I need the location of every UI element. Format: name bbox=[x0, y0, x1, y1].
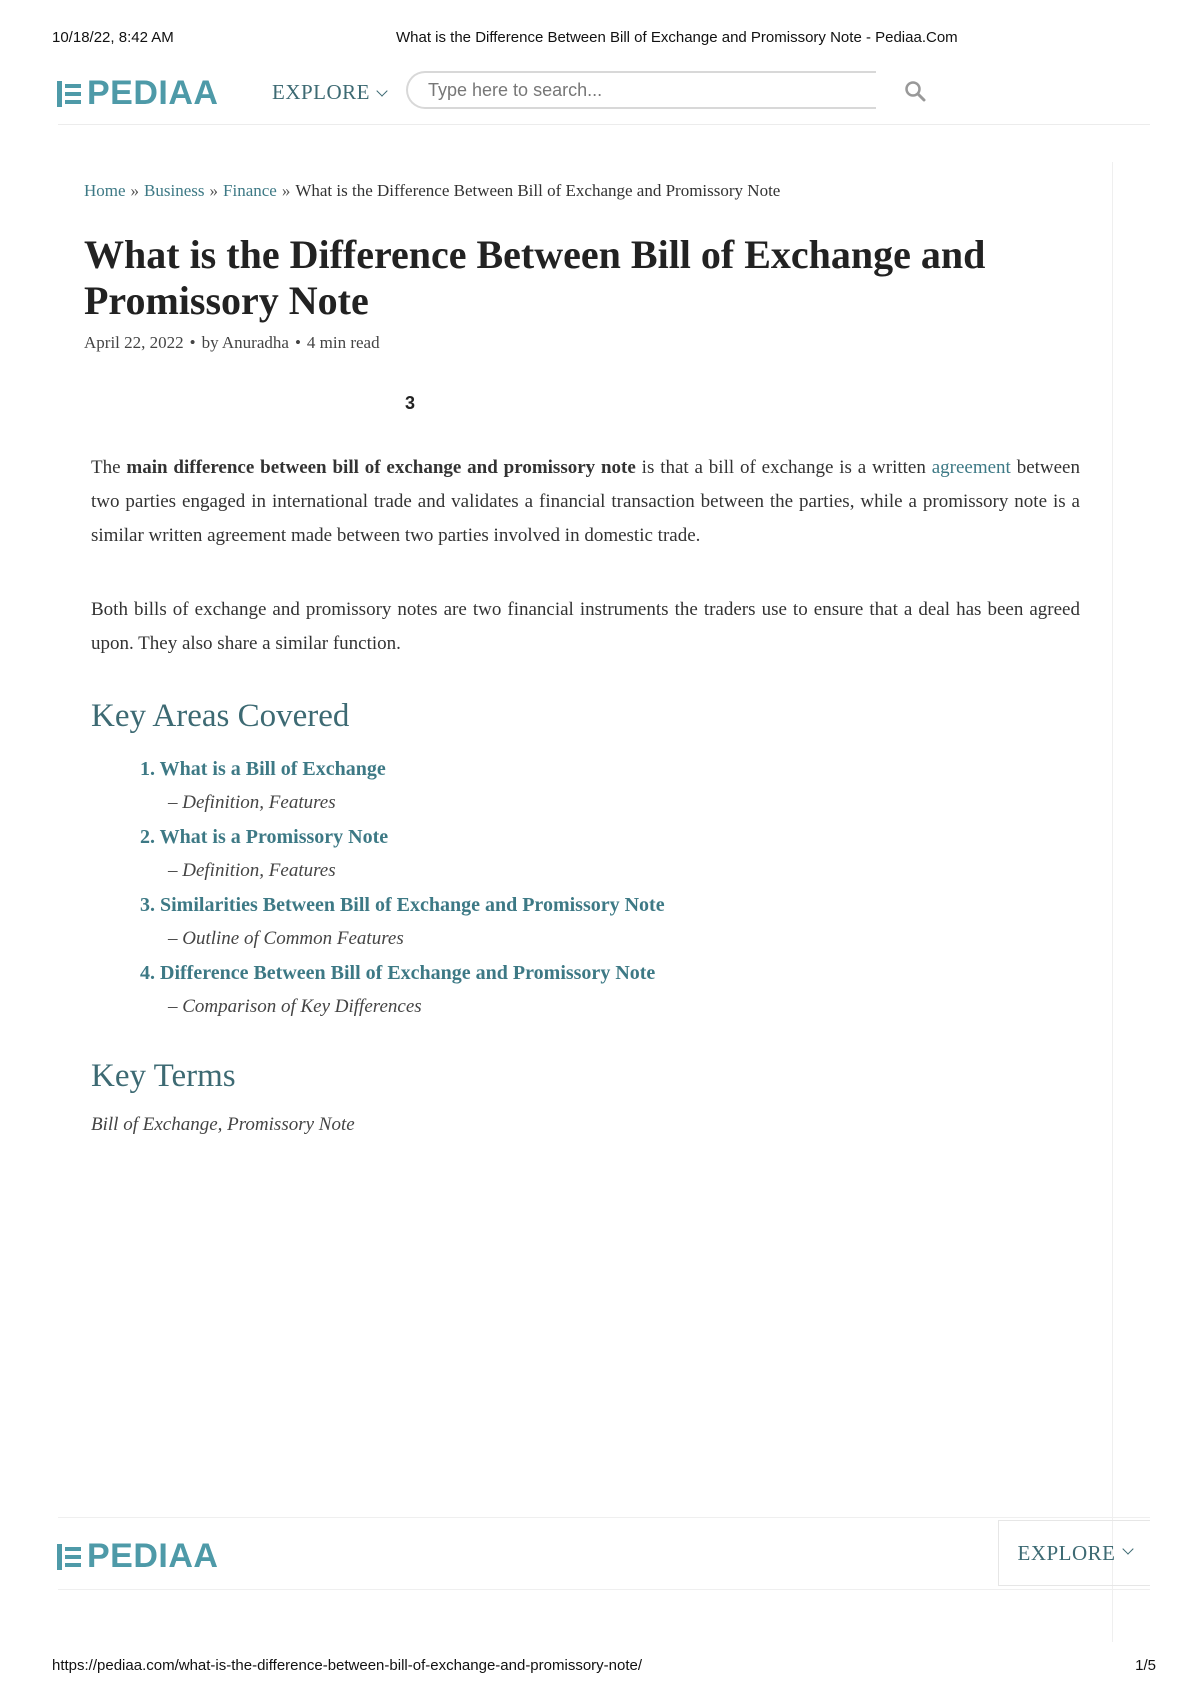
toc-subtitle: – Comparison of Key Differences bbox=[168, 996, 422, 1017]
toc-link-promissory-note[interactable]: 2. What is a Promissory Note bbox=[140, 826, 389, 848]
para-text: between two parties engaged in international trade and validates a financial transaction between the parties, while a promissory note is a similar written agreement made between two parties involved in domestic trade. bbox=[91, 457, 1080, 546]
footer-explore-button[interactable] bbox=[998, 1520, 1150, 1586]
toc-subtitle: – Definition, Features bbox=[168, 792, 336, 813]
search-box bbox=[406, 71, 876, 109]
page-title: What is the Difference Between Bill of Exchange and Promissory Note bbox=[84, 232, 986, 323]
header-divider bbox=[58, 124, 1150, 125]
intro-paragraph bbox=[91, 451, 1080, 553]
breadcrumb bbox=[84, 181, 780, 201]
second-paragraph: Both bills of exchange and promissory notes are two financial instruments the traders use to ensure that a deal has been agreed upon. They also share a similar function. bbox=[91, 599, 1080, 654]
print-title: What is the Difference Between Bill of Exchange and Promissory Note - Pediaa.Com bbox=[396, 29, 958, 46]
explore-label: EXPLORE bbox=[1017, 1540, 1116, 1565]
explore-menu-button[interactable] bbox=[272, 80, 386, 105]
breadcrumb-separator: » bbox=[281, 181, 291, 200]
chevron-down-icon bbox=[376, 85, 387, 96]
toc-item bbox=[140, 956, 665, 1024]
key-terms-list: Bill of Exchange, Promissory Note bbox=[91, 1114, 355, 1135]
logo-text: PEDIAA bbox=[87, 74, 219, 112]
toc-subtitle: – Definition, Features bbox=[168, 860, 336, 881]
search-icon[interactable] bbox=[904, 80, 926, 107]
chevron-down-icon bbox=[1122, 1543, 1133, 1554]
para-text: is that a bill of exchange is a written bbox=[635, 457, 932, 478]
breadcrumb-separator: » bbox=[209, 181, 219, 200]
logo-icon bbox=[57, 1544, 81, 1570]
print-url: https://pediaa.com/what-is-the-difference-between-bill-of-exchange-and-promissory-note/ bbox=[52, 1657, 643, 1674]
toc-link-bill-of-exchange[interactable]: 1. What is a Bill of Exchange bbox=[140, 758, 386, 780]
key-terms-heading: Key Terms bbox=[91, 1058, 236, 1094]
toc-link-difference[interactable]: 4. Difference Between Bill of Exchange and Promissory Note bbox=[140, 962, 656, 984]
breadcrumb-separator: » bbox=[130, 181, 140, 200]
footer-divider bbox=[58, 1517, 1150, 1518]
read-time: 4 min read bbox=[306, 333, 380, 352]
footer-logo[interactable] bbox=[57, 1537, 218, 1576]
toc-item bbox=[140, 888, 665, 956]
logo-icon bbox=[57, 81, 81, 107]
share-count: 3 bbox=[405, 393, 416, 413]
site-logo[interactable] bbox=[57, 74, 218, 113]
toc-item bbox=[140, 752, 665, 820]
para-bold-text: main difference between bill of exchange and promissory note bbox=[126, 457, 636, 478]
post-author[interactable]: by Anuradha bbox=[201, 333, 289, 352]
search-input[interactable] bbox=[426, 79, 850, 102]
explore-label: EXPLORE bbox=[272, 80, 370, 104]
breadcrumb-business[interactable]: Business bbox=[144, 181, 205, 200]
breadcrumb-finance[interactable]: Finance bbox=[223, 181, 277, 200]
post-meta bbox=[84, 333, 380, 353]
toc-subtitle: – Outline of Common Features bbox=[168, 928, 404, 949]
toc-link-similarities[interactable]: 3. Similarities Between Bill of Exchange and Promissory Note bbox=[140, 894, 665, 916]
print-page-number: 1/5 bbox=[1135, 1657, 1156, 1674]
breadcrumb-home[interactable]: Home bbox=[84, 181, 126, 200]
meta-separator: • bbox=[189, 333, 196, 352]
para-text: The bbox=[91, 457, 127, 478]
agreement-link[interactable]: agreement bbox=[931, 457, 1011, 478]
post-date: April 22, 2022 bbox=[84, 333, 184, 352]
breadcrumb-current: What is the Difference Between Bill of Exchange and Promissory Note bbox=[295, 181, 781, 200]
meta-separator: • bbox=[294, 333, 301, 352]
print-date: 10/18/22, 8:42 AM bbox=[52, 29, 174, 46]
table-of-contents bbox=[140, 752, 665, 1024]
key-areas-heading: Key Areas Covered bbox=[91, 698, 350, 734]
toc-item bbox=[140, 820, 665, 888]
logo-text: PEDIAA bbox=[87, 1537, 219, 1575]
footer-divider bbox=[58, 1589, 1150, 1590]
